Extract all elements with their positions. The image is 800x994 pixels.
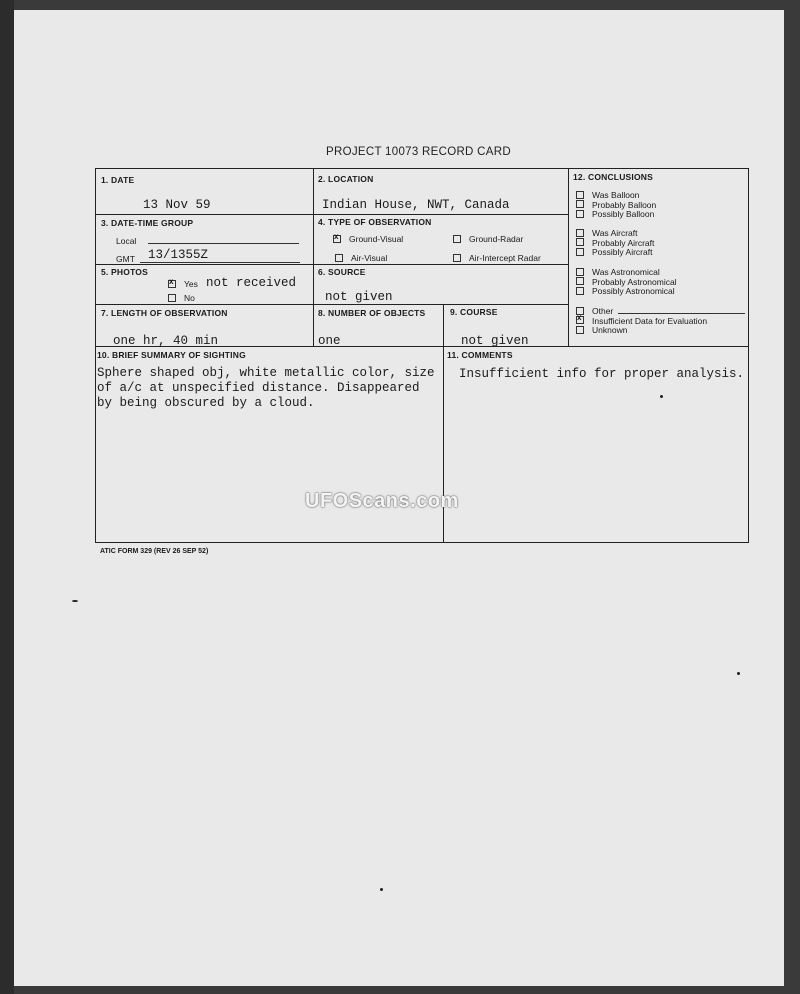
conclusions-group-other (576, 307, 707, 336)
source-label: 6. SOURCE (318, 267, 366, 277)
number-of-objects-label: 8. NUMBER OF OBJECTS (318, 308, 426, 318)
course-value: not given (461, 334, 529, 348)
length-value: one hr, 40 min (113, 334, 219, 348)
conclusion-unknown: Unknown (576, 326, 707, 336)
photos-no-checkbox (168, 294, 176, 302)
observation-type-label: 4. TYPE OF OBSERVATION (318, 217, 432, 227)
photos-yes-option: xYes (168, 279, 198, 289)
local-label: Local (116, 236, 137, 246)
summary-line: Sphere shaped obj, white metallic color, size (97, 366, 435, 380)
ground-radar-option: Ground-Radar (453, 234, 523, 244)
location-value: Indian House, NWT, Canada (322, 198, 510, 212)
gmt-value: 13/1355Z (148, 248, 209, 262)
summary-line: of a/c at unspecified distance. Disappeared (97, 381, 420, 395)
conclusion-probably-astronomical: Probably Astronomical (576, 278, 677, 288)
divider (568, 169, 569, 347)
air-visual-option: Air-Visual (335, 253, 387, 263)
speck (72, 600, 78, 602)
photos-value: not received (206, 276, 297, 290)
comments-label: 11. COMMENTS (447, 350, 513, 360)
ground-radar-checkbox (453, 235, 461, 243)
divider (96, 264, 568, 265)
comments-value: Insufficient info for proper analysis. (459, 367, 745, 381)
conclusion-possibly-aircraft: Possibly Aircraft (576, 248, 654, 258)
gmt-line (140, 262, 300, 263)
conclusion-possibly-balloon: Possibly Balloon (576, 210, 656, 220)
summary-text (97, 366, 435, 411)
air-intercept-radar-checkbox (453, 254, 461, 262)
location-label: 2. LOCATION (318, 174, 374, 184)
photos-label: 5. PHOTOS (101, 267, 148, 277)
summary-label: 10. BRIEF SUMMARY OF SIGHTING (97, 350, 246, 360)
speck (660, 395, 663, 398)
source-value: not given (325, 290, 393, 304)
speck (380, 888, 383, 891)
other-line (618, 313, 745, 314)
date-time-group-label: 3. DATE-TIME GROUP (101, 218, 194, 228)
scan-edge (0, 0, 14, 994)
watermark: UFOScans.com (305, 490, 459, 512)
conclusion-was-aircraft: Was Aircraft (576, 229, 654, 239)
air-visual-checkbox (335, 254, 343, 262)
conclusion-probably-balloon: Probably Balloon (576, 201, 656, 211)
ground-visual-checkbox (333, 235, 341, 243)
date-label: 1. DATE (101, 175, 135, 185)
conclusions-label: 12. CONCLUSIONS (573, 172, 653, 182)
photos-yes-checkbox (168, 280, 176, 288)
card-title: PROJECT 10073 RECORD CARD (326, 146, 511, 158)
date-value: 13 Nov 59 (143, 198, 211, 212)
conclusions-group-aircraft (576, 229, 654, 258)
form-id: ATIC FORM 329 (REV 26 SEP 52) (100, 548, 209, 555)
course-label: 9. COURSE (450, 307, 498, 317)
length-label: 7. LENGTH OF OBSERVATION (101, 308, 228, 318)
conclusion-insufficient-data: xInsufficient Data for Evaluation (576, 317, 707, 327)
ground-visual-option: xGround-Visual (333, 234, 403, 244)
number-of-objects-value: one (318, 334, 341, 348)
air-intercept-radar-option: Air-Intercept Radar (453, 253, 541, 263)
speck (737, 672, 740, 675)
conclusion-was-balloon: Was Balloon (576, 191, 656, 201)
divider (96, 214, 568, 215)
divider (96, 304, 568, 305)
conclusion-possibly-astronomical: Possibly Astronomical (576, 287, 677, 297)
conclusions-group-balloon (576, 191, 656, 220)
summary-line: by being obscured by a cloud. (97, 396, 315, 410)
conclusion-probably-aircraft: Probably Aircraft (576, 239, 654, 249)
gmt-label: GMT (116, 254, 135, 264)
conclusion-other: Other (576, 307, 707, 317)
conclusions-group-astronomical (576, 268, 677, 297)
local-line (148, 243, 299, 244)
divider (313, 169, 314, 347)
photos-no-option: No (168, 293, 195, 303)
conclusion-was-astronomical: Was Astronomical (576, 268, 677, 278)
